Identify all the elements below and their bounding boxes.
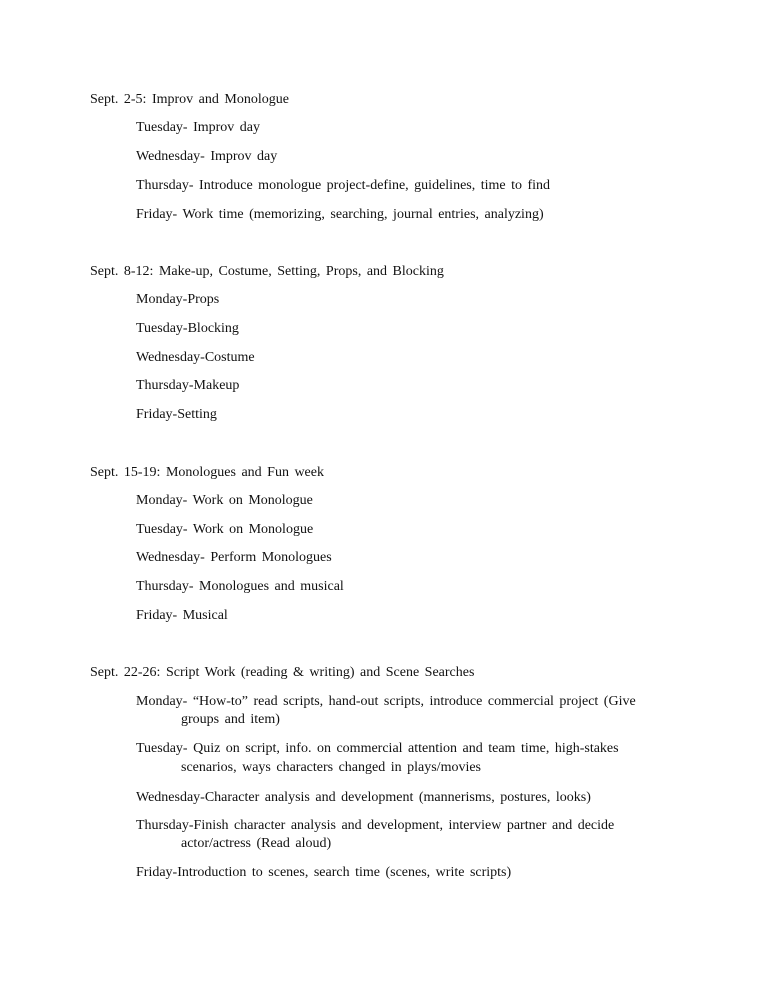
day-entry: Friday- Work time (memorizing, searching, journal entries, analyzing) <box>136 207 544 222</box>
day-entry: Tuesday-Blocking <box>136 321 239 336</box>
week-heading: Sept. 22-26: Script Work (reading & writing) and Scene Searches <box>90 665 475 680</box>
day-entry: Wednesday- Improv day <box>136 149 278 164</box>
day-entry-continued: scenarios, ways characters changed in plays/movies <box>181 760 482 775</box>
day-entry: Thursday-Makeup <box>136 378 240 393</box>
day-entry: Thursday- Introduce monologue project-define, guidelines, time to find <box>136 178 551 193</box>
day-entry: Wednesday-Costume <box>136 350 255 365</box>
day-entry: Friday-Introduction to scenes, search time (scenes, write scripts) <box>136 865 512 880</box>
day-entry: Wednesday-Character analysis and development (mannerisms, postures, looks) <box>136 790 591 805</box>
day-entry: Monday- “How-to” read scripts, hand-out scripts, introduce commercial project (Give <box>136 694 636 709</box>
day-entry: Wednesday- Perform Monologues <box>136 550 332 565</box>
day-entry: Friday-Setting <box>136 407 217 422</box>
day-entry-continued: groups and item) <box>181 712 280 727</box>
day-entry: Tuesday- Improv day <box>136 120 261 135</box>
day-entry: Thursday-Finish character analysis and development, interview partner and decide <box>136 818 615 833</box>
day-entry: Monday- Work on Monologue <box>136 493 313 508</box>
week-heading: Sept. 15-19: Monologues and Fun week <box>90 465 324 480</box>
day-entry: Monday-Props <box>136 292 220 307</box>
day-entry: Tuesday- Quiz on script, info. on commercial attention and team time, high-stakes <box>136 741 619 756</box>
day-entry: Tuesday- Work on Monologue <box>136 522 314 537</box>
day-entry-continued: actor/actress (Read aloud) <box>181 836 332 851</box>
day-entry: Friday- Musical <box>136 608 228 623</box>
week-heading: Sept. 8-12: Make-up, Costume, Setting, Props, and Blocking <box>90 264 444 279</box>
day-entry: Thursday- Monologues and musical <box>136 579 344 594</box>
week-heading: Sept. 2-5: Improv and Monologue <box>90 92 289 107</box>
